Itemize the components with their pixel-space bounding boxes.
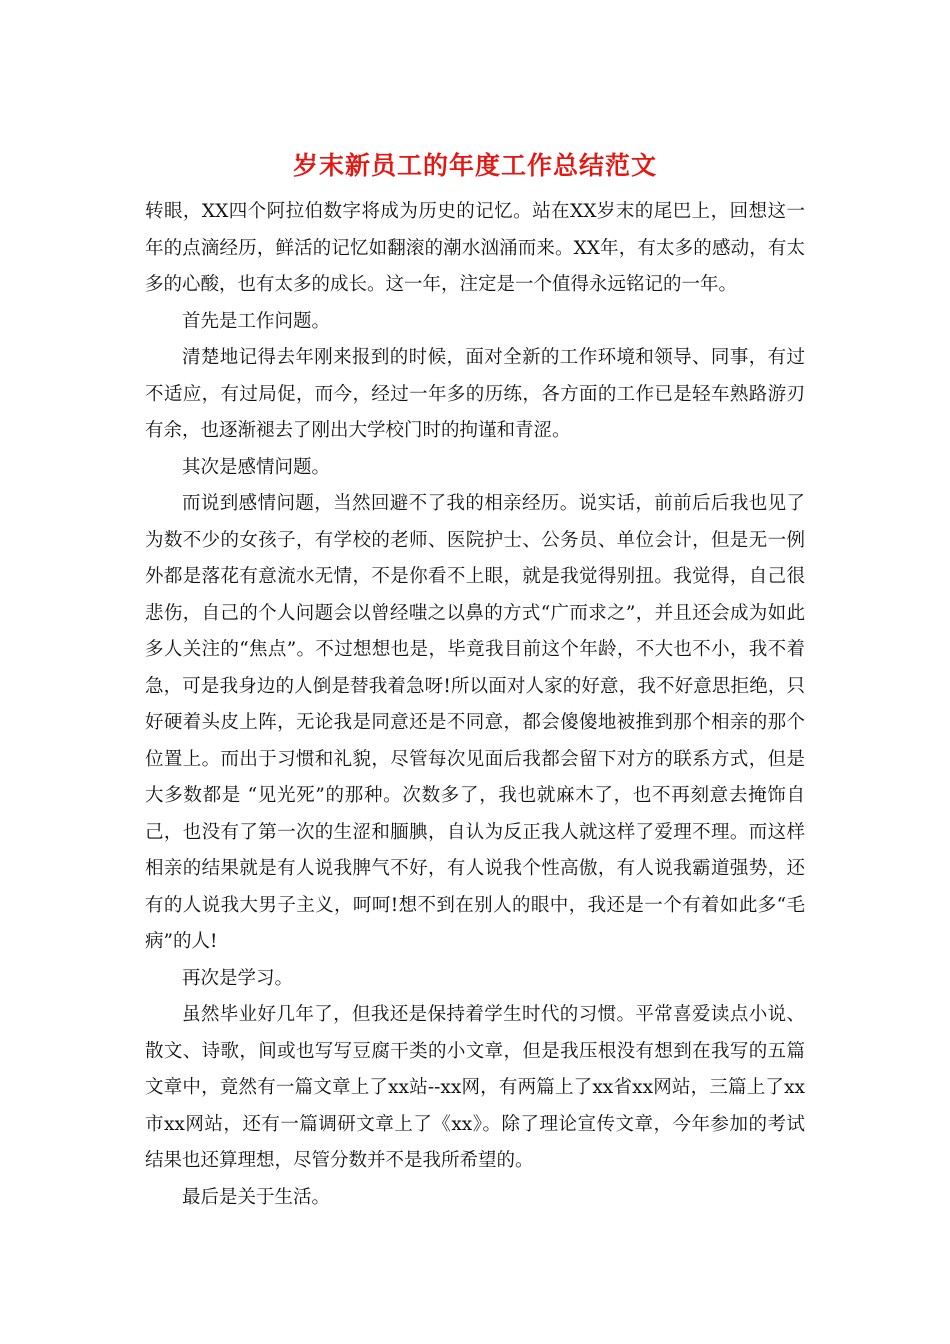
paragraph-study: 虽然毕业好几年了，但我还是保持着学生时代的习惯。平常喜爱读点小说、散文、诗歌，间或也写写豆腐干类的小文章，但是我压根没有想到在我写的五篇文章中，竟然有一篇文章上了xx站--xx网，有两篇上了xx省xx网站，三篇上了xx市xx网站，还有一篇调研文章上了《xx》。除了理论宣传文章，今年参加的考试结果也还算理想，尽管分数并不是我所希望的。 <box>145 1004 805 1171</box>
paragraph-heading-work: 首先是工作问题。 <box>182 310 331 332</box>
paragraph-heading-emotion: 其次是感情问题。 <box>182 456 331 478</box>
document-body <box>145 194 805 1216</box>
paragraph-heading-life: 最后是关于生活。 <box>182 1186 331 1208</box>
paragraph-work: 清楚地记得去年刚来报到的时候，面对全新的工作环境和领导、同事，有过不适应，有过局促，而今，经过一年多的历练，各方面的工作已是轻车熟路游刃有余，也逐渐褪去了刚出大学校门时的拘谨和青涩。 <box>145 347 805 441</box>
document-title: 岁末新员工的年度工作总结范文 <box>292 151 657 180</box>
paragraph-emotion: 而说到感情问题，当然回避不了我的相亲经历。说实话，前前后后我也见了为数不少的女孩子，有学校的老师、医院护士、公务员、单位会计，但是无一例外都是落花有意流水无情，不是你看不上眼，就是我觉得别扭。我觉得，自己很悲伤，自己的个人问题会以曾经嗤之以鼻的方式“广而求之”，并且还会成为如此多人关注的“焦点”。不过想想也是，毕竟我目前这个年龄，不大也不小，我不着急，可是我身边的人倒是替我着急呀!所以面对人家的好意，我不好意思拒绝，只好硬着头皮上阵，无论我是同意还是不同意，都会傻傻地被推到那个相亲的那个位置上。而出于习惯和礼貌，尽管每次见面后我都会留下对方的联系方式，但是大多数都是 “见光死”的那种。次数多了，我也就麻木了，也不再刻意去掩饰自己，也没有了第一次的生涩和腼腆，自认为反正我人就这样了爱理不理。而这样相亲的结果就是有人说我脾气不好，有人说我个性高傲，有人说我霸道强势，还有的人说我大男子主义，呵呵!想不到在别人的眼中，我还是一个有着如此多“毛病”的人! <box>145 493 805 952</box>
paragraph-intro: 转眼，XX四个阿拉伯数字将成为历史的记忆。站在XX岁末的尾巴上，回想这一年的点滴经历，鲜活的记忆如翻滚的潮水汹涌而来。XX年，有太多的感动，有太多的心酸，也有太多的成长。这一年，注定是一个值得永远铭记的一年。 <box>145 201 805 295</box>
paragraph-heading-study: 再次是学习。 <box>182 967 294 989</box>
